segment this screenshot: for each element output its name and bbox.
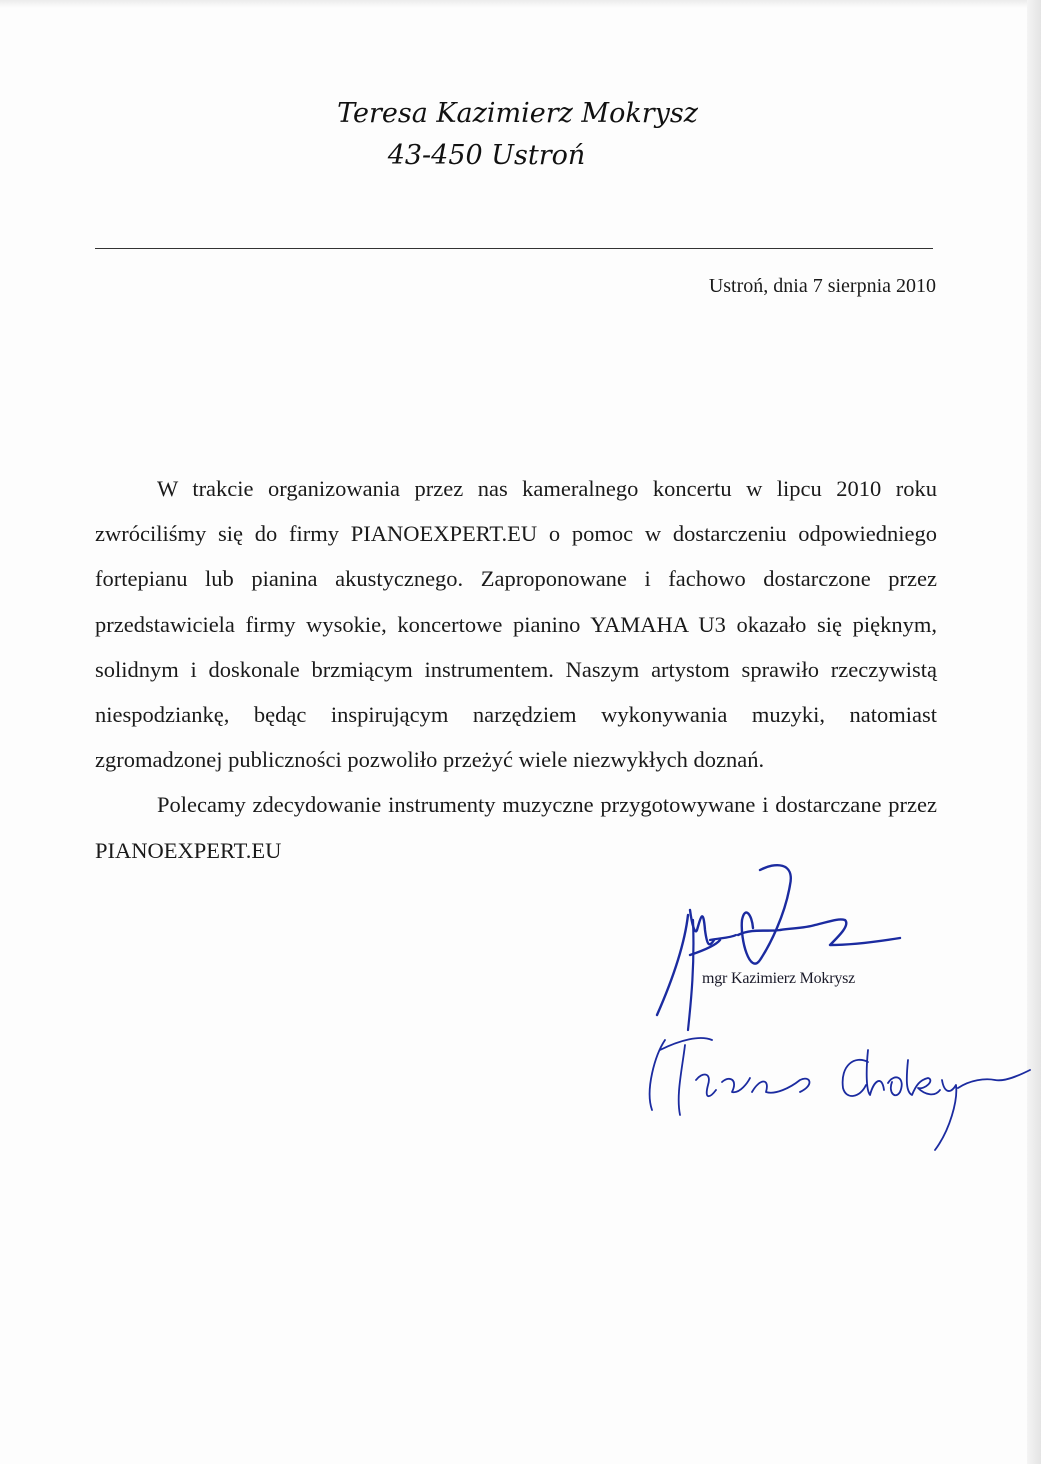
date-line: Ustroń, dnia 7 sierpnia 2010: [708, 275, 936, 297]
signature-kazimierz-tail: [688, 920, 736, 1030]
signature-teresa: [650, 1038, 810, 1115]
body-paragraph-2: Polecamy zdecydowanie instrumenty muzyczne przygotowywane i dostarczane przez PIANOEXPERT.EU: [95, 792, 937, 863]
signature-mokrysz: [843, 1050, 1030, 1150]
body-paragraph-1: W trakcie organizowania przez nas kameralnego koncertu w lipcu 2010 roku zwróciliśmy się do firmy PIANOEXPERT.EU o pomoc w dostarczeniu odpowiedniego fortepianu lub pianina akustycznego. Zaproponowane i fachowo dostarczone przez przedstawiciela firmy wysokie, koncertowe pianino YAMAHA U3 okazało się pięknym, solidnym i doskonale brzmiącym instrumentem. Naszym artystom sprawiło rzeczywistą niespodziankę, będąc inspirującym narzędziem wykonywania muzyki, natomiast zgromadzonej publiczności pozwoliło przeżyć wiele niezwykłych doznań.: [95, 476, 937, 773]
signature-stamp: mgr Kazimierz Mokrysz: [702, 970, 856, 987]
letterhead-name: Teresa Kazimierz Mokrysz: [337, 98, 698, 129]
letterhead-city: 43-450 Ustroń: [387, 140, 586, 171]
